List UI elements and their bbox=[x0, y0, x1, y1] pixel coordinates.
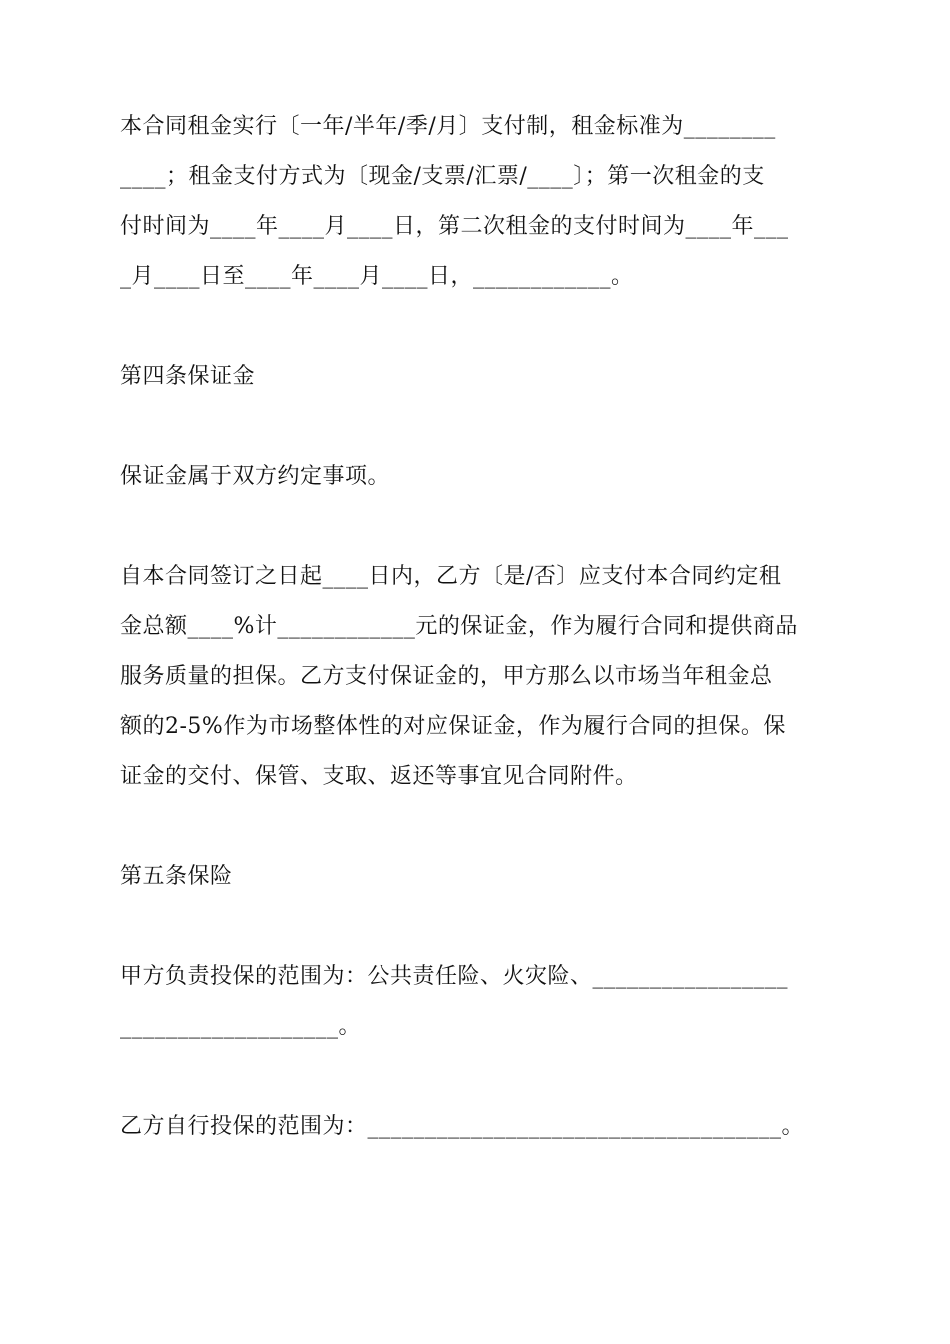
clause3-line-3: 付时间为____年____月____日，第二次租金的支付时间为____年___ bbox=[120, 214, 789, 239]
clause5-party-a-line-2: ___________________。 bbox=[120, 1014, 362, 1039]
clause4-intro: 保证金属于双方约定事项。 bbox=[120, 464, 391, 489]
clause3-line-4: _月____日至____年____月____日，____________。 bbox=[120, 264, 634, 289]
clause3-line-2: ____；租金支付方式为〔现金/支票/汇票/____〕；第一次租金的支 bbox=[120, 164, 765, 189]
clause5-heading: 第五条保险 bbox=[120, 864, 233, 889]
clause4-line-5: 证金的交付、保管、支取、返还等事宜见合同附件。 bbox=[120, 764, 638, 789]
clause5-party-b-line: 乙方自行投保的范围为：____________________________________。 bbox=[120, 1114, 805, 1139]
clause4-line-2: 金总额____%计____________元的保证金，作为履行合同和提供商品 bbox=[120, 614, 798, 639]
clause3-line-1: 本合同租金实行〔一年/半年/季/月〕支付制，租金标准为________ bbox=[120, 114, 776, 139]
clause4-line-3: 服务质量的担保。乙方支付保证金的，甲方那么以市场当年租金总 bbox=[120, 664, 773, 689]
clause4-line-1: 自本合同签订之日起____日内，乙方〔是/否〕应支付本合同约定租 bbox=[120, 564, 782, 589]
clause5-party-a-line-1: 甲方负责投保的范围为：公共责任险、火灾险、_________________ bbox=[120, 964, 789, 989]
clause4-line-4: 额的2-5%作为市场整体性的对应保证金，作为履行合同的担保。保 bbox=[120, 714, 786, 739]
clause4-heading: 第四条保证金 bbox=[120, 364, 256, 389]
